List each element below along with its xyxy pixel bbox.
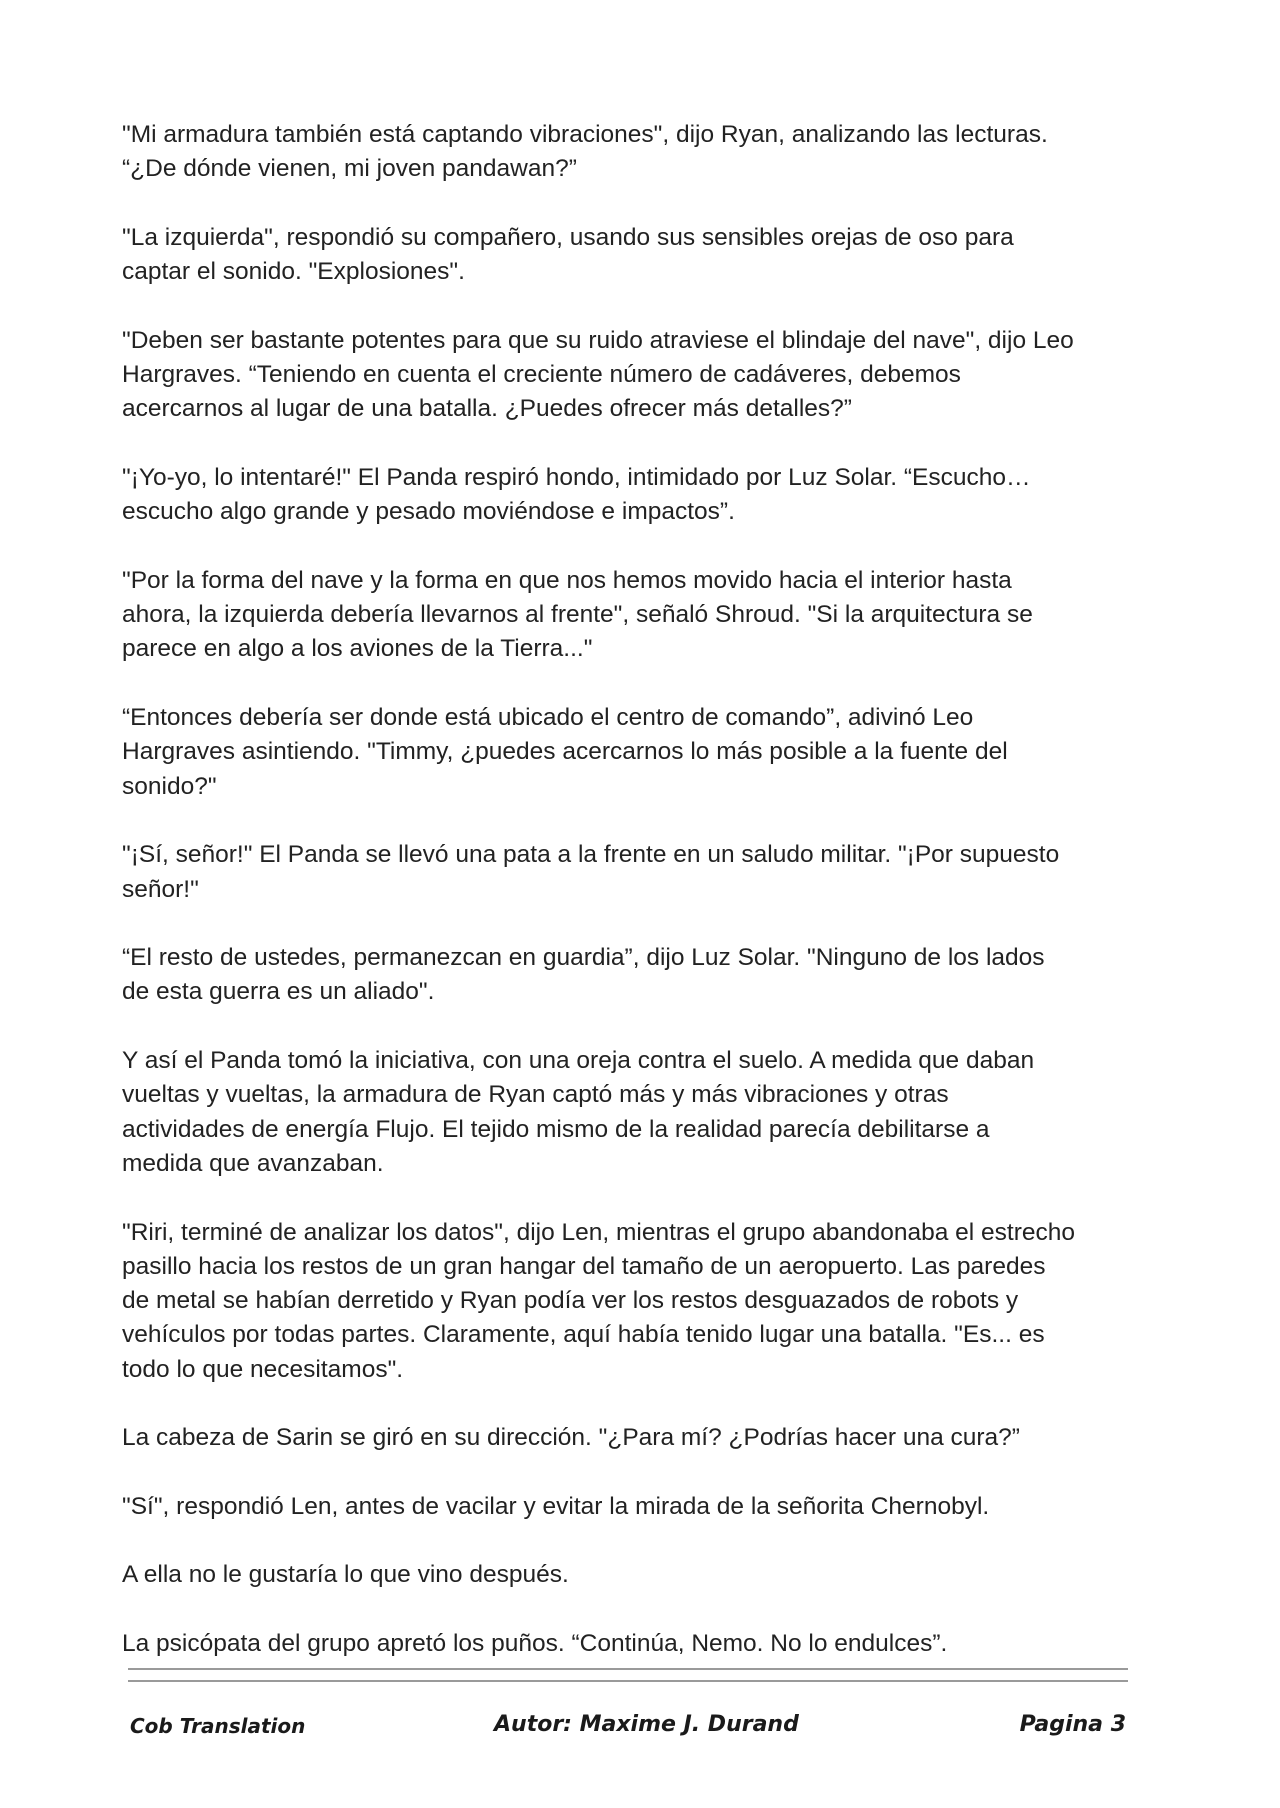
paragraph: "Riri, terminé de analizar los datos", dijo Len, mientras el grupo abandonaba el estrecho pasillo hacia los restos de un gran hangar del tamaño de un aeropuerto. Las paredes de metal se habían derretido y Ryan podía ver los restos desguazados de robots y vehículos por todas partes. Claramente, aquí había tenido lugar una batalla. "Es... es todo lo que necesitamos". [122,1218,1076,1383]
document-body [122,118,1142,1696]
paragraph: “El resto de ustedes, permanezcan en guardia”, dijo Luz Solar. "Ninguno de los lados de esta guerra es un aliado". [122,944,1045,1006]
footer-author: Autor: Maxime J. Durand [494,1712,799,1737]
paragraph: "La izquierda", respondió su compañero, usando sus sensibles orejas de oso para captar el sonido. "Explosiones". [122,223,1014,286]
footer-divider-bottom [128,1680,1128,1682]
paragraph: "Mi armadura también está captando vibraciones", dijo Ryan, analizando las lecturas. “¿De dónde vienen, mi joven pandawan?” [122,121,1048,183]
paragraph: La psicópata del grupo apretó los puños. “Continúa, Nemo. No lo endulces”. [122,1630,948,1658]
paragraph: Y así el Panda tomó la iniciativa, con una oreja contra el suelo. A medida que daban vueltas y vueltas, la armadura de Ryan captó más y más vibraciones y otras actividades de energía Flujo. El tejido mismo de la realidad parecía debilitarse a medida que avanzaban. [122,1047,1035,1177]
footer-page-number: Pagina 3 [1019,1712,1126,1737]
paragraph: "Deben ser bastante potentes para que su ruido atraviese el blindaje del nave", dijo Leo Hargraves. “Teniendo en cuenta el creciente número de cadáveres, debemos acercarnos al lugar de una batalla. ¿Puedes ofrecer más detalles?” [122,326,1074,423]
paragraph: La cabeza de Sarin se giró en su dirección. "¿Para mí? ¿Podrías hacer una cura?” [122,1424,1020,1452]
paragraph: “Entonces debería ser donde está ubicado el centro de comando”, adivinó Leo Hargraves asintiendo. "Timmy, ¿puedes acercarnos lo más posible a la fuente del sonido?" [122,704,1008,800]
paragraph: "¡Sí, señor!" El Panda se llevó una pata a la frente en un saludo militar. "¡Por supuesto señor!" [122,841,1060,903]
paragraph: "¡Yo-yo, lo intentaré!" El Panda respiró hondo, intimidado por Luz Solar. “Escucho… escucho algo grande y pesado moviéndose e impactos”. [122,463,1031,526]
paragraph: "Sí", respondió Len, antes de vacilar y evitar la mirada de la señorita Chernobyl. [122,1492,990,1520]
paragraph: A ella no le gustaría lo que vino después. [122,1561,569,1589]
footer-translator: Cob Translation [130,1714,306,1738]
paragraph: "Por la forma del nave y la forma en que nos hemos movido hacia el interior hasta ahora, la izquierda debería llevarnos al frente", señaló Shroud. "Si la arquitectura se parece en algo a los aviones de la Tierra..." [122,566,1033,663]
footer-divider-top [128,1668,1128,1670]
